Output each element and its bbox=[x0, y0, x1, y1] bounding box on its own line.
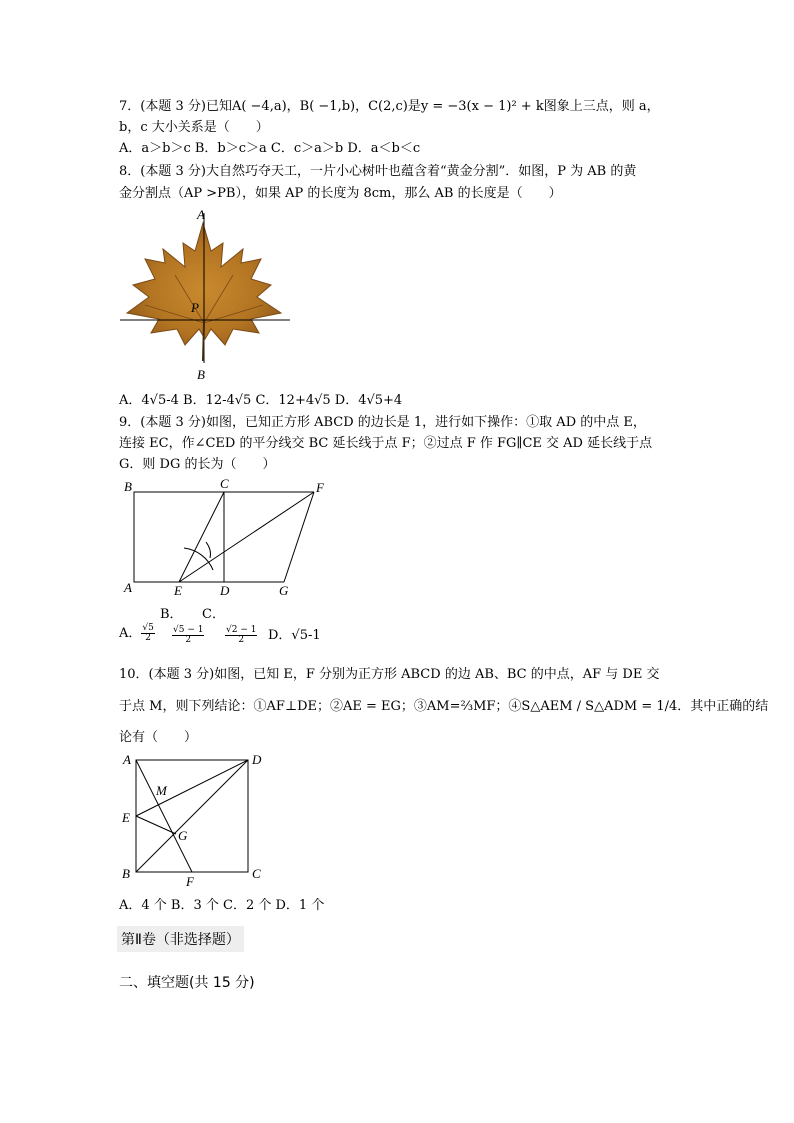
maple-leaf-figure bbox=[115, 205, 295, 385]
q9-option-D: D．√5-1 bbox=[268, 628, 321, 643]
q10-options: A．4 个 B．3 个 C．2 个 D．1 个 bbox=[119, 898, 325, 913]
q10-label-E: E bbox=[122, 810, 130, 825]
q9-options-row1: B． C． bbox=[160, 607, 226, 622]
maple-leaf-icon bbox=[115, 205, 295, 385]
leaf-label-A: A bbox=[197, 207, 205, 222]
q9-line2: 连接 EC，作∠CED 的平分线交 BC 延长线于点 F；②过点 F 作 FG∥CE 交 AD 延长线于点 bbox=[119, 436, 653, 451]
q8-options: A．4√5-4 B．12-4√5 C．12+4√5 D．4√5+4 bbox=[119, 393, 403, 408]
q10-label-D: D bbox=[252, 752, 262, 767]
q9-line3: G．则 DG 的长为（ ） bbox=[119, 457, 276, 472]
q9-option-A-label: A． bbox=[119, 626, 142, 641]
q10-label-M: M bbox=[156, 783, 167, 798]
q10-label-G: G bbox=[178, 828, 188, 843]
q9-option-B-num: √5 − 1 bbox=[173, 625, 204, 635]
q7-options: A．a＞b＞c B．b＞c＞a C．c＞a＞b D．a＜b＜c bbox=[119, 141, 421, 156]
q9-label-D: D bbox=[220, 583, 230, 598]
q9-label-F: F bbox=[316, 480, 324, 495]
q7-line1: 7．(本题 3 分)已知A( −4,a)，B( −1,b)，C(2,c)是y = −3(x − 1)² + k图象上三点，则 a， bbox=[119, 99, 660, 114]
q9-option-C-fraction bbox=[225, 626, 257, 645]
q10-label-B: B bbox=[122, 866, 130, 881]
square-figure-q10 bbox=[118, 750, 278, 892]
q9-option-A-den: 2 bbox=[145, 633, 151, 643]
q9-option-A bbox=[119, 622, 155, 643]
leaf-label-B: B bbox=[197, 367, 205, 382]
q10-line1: 10．(本题 3 分)如图，已知 E，F 分别为正方形 ABCD 的边 AB、BC 的中点，AF 与 DE 交 bbox=[119, 667, 660, 682]
q9-option-A-num: √5 bbox=[142, 623, 154, 633]
q9-label-A: A bbox=[124, 580, 132, 595]
leaf-label-P: P bbox=[191, 300, 199, 315]
q7-line2: b，c 大小关系是（ ） bbox=[119, 120, 269, 135]
q9-option-C-num: √2 − 1 bbox=[226, 625, 257, 635]
q9-label-E: E bbox=[174, 583, 182, 598]
q9-option-C-den: 2 bbox=[238, 635, 245, 645]
part2-heading: 第Ⅱ卷（非选择题） bbox=[117, 926, 244, 952]
q9-option-B-fraction bbox=[172, 626, 204, 645]
q10-label-A: A bbox=[123, 752, 131, 767]
q9-label-G: G bbox=[279, 583, 289, 598]
q8-line1: 8．(本题 3 分)大自然巧夺天工，一片小心树叶也蕴含着“黄金分割”．如图，P 为 AB 的黄 bbox=[119, 164, 637, 179]
q10-label-C: C bbox=[252, 866, 261, 881]
square-figure-q9 bbox=[118, 476, 338, 601]
q9-line1: 9．(本题 3 分)如图，已知正方形 ABCD 的边长是 1，进行如下操作：①取 AD 的中点 E， bbox=[119, 415, 646, 430]
q9-option-A-fraction bbox=[141, 624, 154, 643]
q10-label-F: F bbox=[186, 874, 194, 889]
q8-line2: 金分割点（AP >PB），如果 AP 的长度为 8cm，那么 AB 的长度是（ ） bbox=[119, 186, 562, 201]
q9-label-B: B bbox=[124, 479, 132, 494]
q10-line2: 于点 M，则下列结论：①AF⊥DE；②AE = EG；③AM=⅔MF；④S△AEM / S△ADM = 1/4．其中正确的结 bbox=[119, 699, 769, 714]
fill-blank-heading: 二、填空题(共 15 分) bbox=[119, 975, 255, 991]
q9-label-C: C bbox=[220, 476, 229, 491]
q9-option-B-den: 2 bbox=[185, 635, 192, 645]
q10-line3: 论有（ ） bbox=[119, 730, 198, 745]
